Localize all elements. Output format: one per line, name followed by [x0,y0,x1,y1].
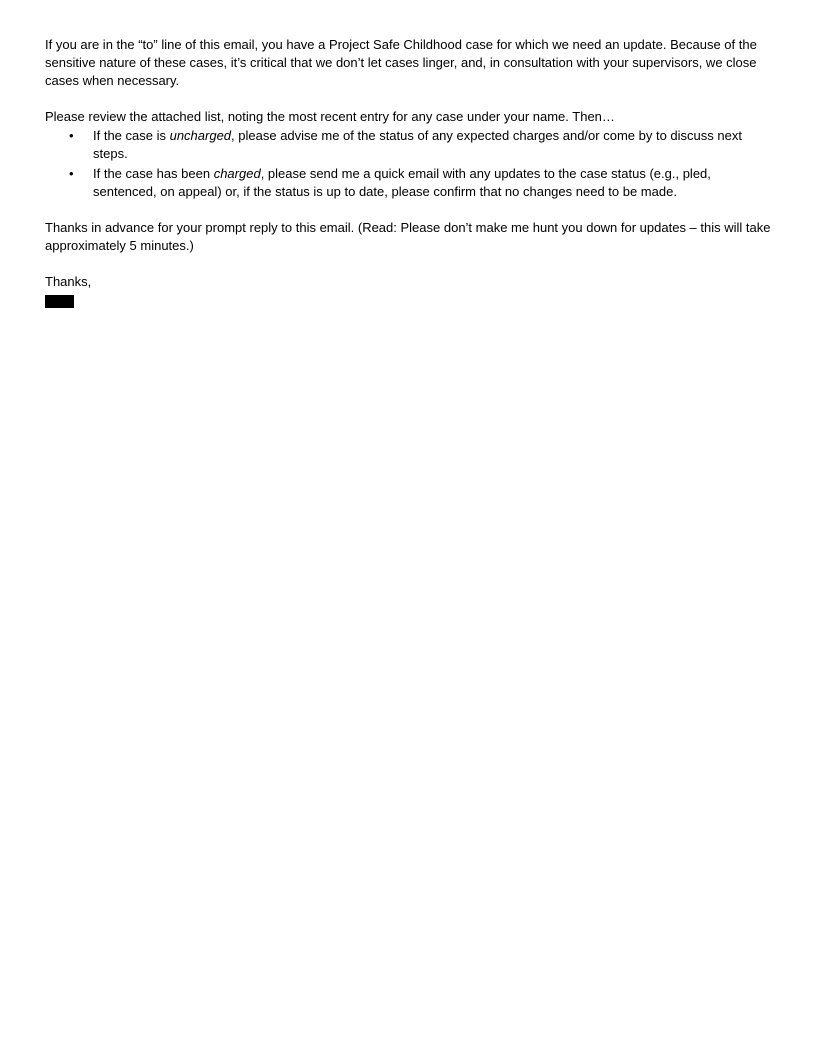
bullet-icon: • [69,128,74,143]
bullet-text-suffix: , please send me a quick email with any updates to the case status (e.g., pled, sentenced, on appeal) or, if the status is up to date, please confirm that no changes need to be made. [93,166,711,199]
instructions-paragraph: Please review the attached list, noting the most recent entry for any case under your name. Then… [45,109,615,124]
list-item-charged [45,165,773,201]
bullet-icon: • [69,166,74,181]
list-item-uncharged [45,127,773,163]
email-body [45,36,773,308]
instructions-list [45,127,773,201]
bullet-text-prefix: If the case is [93,128,170,143]
bullet-emphasis: uncharged [169,128,232,143]
bullet-text-suffix: , please advise me of the status of any expected charges and/or come by to discuss next steps. [93,128,742,161]
signoff: Thanks, [45,274,92,289]
closing-paragraph: Thanks in advance for your prompt reply to this email. (Read: Please don’t make me hunt you down for updates – this will take approximately 5 minutes.) [45,220,771,253]
bullet-text-prefix: If the case has been [93,166,214,181]
bullet-emphasis: charged [213,166,261,181]
redacted-signature [45,295,74,308]
intro-paragraph: If you are in the “to” line of this email, you have a Project Safe Childhood case for which we need an update. Because of the sensitive nature of these cases, it’s critical that we don’t let cases linger, and, in consultation with your supervisors, we close cases when necessary. [45,37,757,88]
